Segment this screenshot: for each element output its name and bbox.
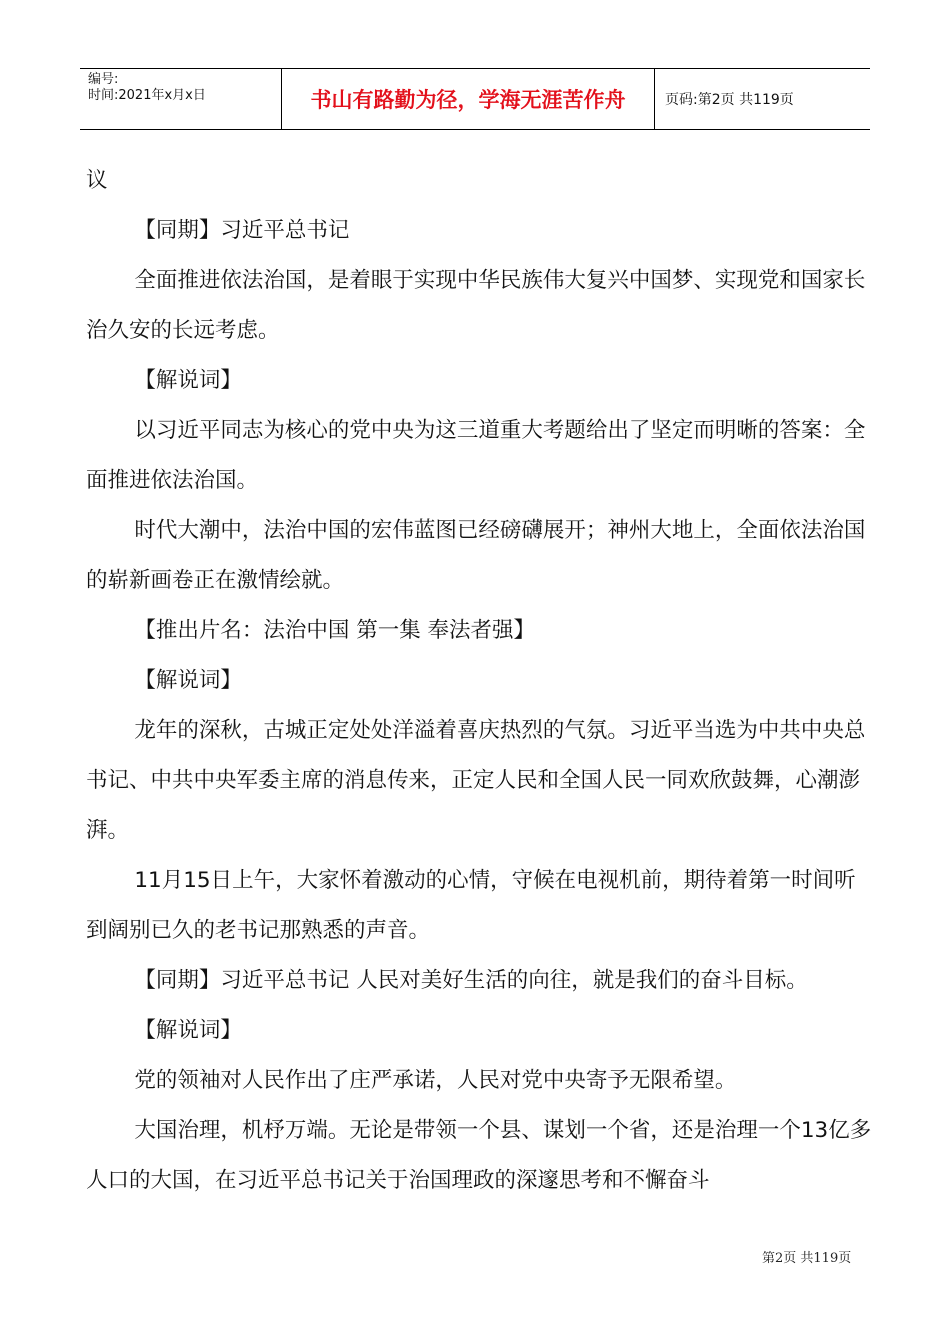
page-header: [80, 68, 870, 130]
header-meta-cell: [80, 69, 282, 129]
paragraph: 大国治理，机杼万端。无论是带领一个县、谋划一个省，还是治理一个13亿多人口的大国，在习近平总书记关于治国理政的深邃思考和不懈奋斗: [86, 1118, 872, 1193]
paragraph: 全面推进依法治国，是着眼于实现中华民族伟大复兴中国梦、实现党和国家长治久安的长远考虑。: [86, 268, 866, 343]
paragraph: 时代大潮中，法治中国的宏伟蓝图已经磅礴展开；神州大地上，全面依法治国的崭新画卷正在激情绘就。: [86, 518, 866, 593]
header-motto-cell: [282, 69, 655, 129]
header-page-info: 页码:第2页 共119页: [665, 92, 794, 108]
paragraph: 11月15日上午，大家怀着激动的心情，守候在电视机前，期待着第一时间听到阔别已久的老书记那熟悉的声音。: [86, 868, 856, 943]
document-time-label: 时间:2021年x月x日: [88, 88, 206, 103]
header-page-cell: [655, 69, 870, 129]
paragraph: 议: [86, 168, 108, 193]
paragraph: 以习近平同志为核心的党中央为这三道重大考题给出了坚定而明晰的答案：全面推进依法治国。: [86, 418, 866, 493]
document-body: [86, 156, 876, 1206]
document-number-label: 编号:: [88, 72, 119, 87]
paragraph: 【解说词】: [134, 368, 242, 393]
page-footer: 第2页 共119页: [762, 1251, 852, 1266]
paragraph: 【解说词】: [134, 1018, 242, 1043]
paragraph: 龙年的深秋，古城正定处处洋溢着喜庆热烈的气氛。习近平当选为中共中央总书记、中共中央军委主席的消息传来，正定人民和全国人民一同欢欣鼓舞，心潮澎湃。: [86, 718, 866, 843]
paragraph: 【解说词】: [134, 668, 242, 693]
paragraph: 党的领袖对人民作出了庄严承诺，人民对党中央寄予无限希望。: [134, 1068, 737, 1093]
header-motto: 书山有路勤为径，学海无涯苦作舟: [310, 87, 626, 112]
paragraph: 【同期】习近平总书记 人民对美好生活的向往，就是我们的奋斗目标。: [134, 968, 808, 993]
paragraph: 【同期】习近平总书记: [134, 218, 350, 243]
paragraph: 【推出片名：法治中国 第一集 奉法者强】: [134, 618, 536, 643]
